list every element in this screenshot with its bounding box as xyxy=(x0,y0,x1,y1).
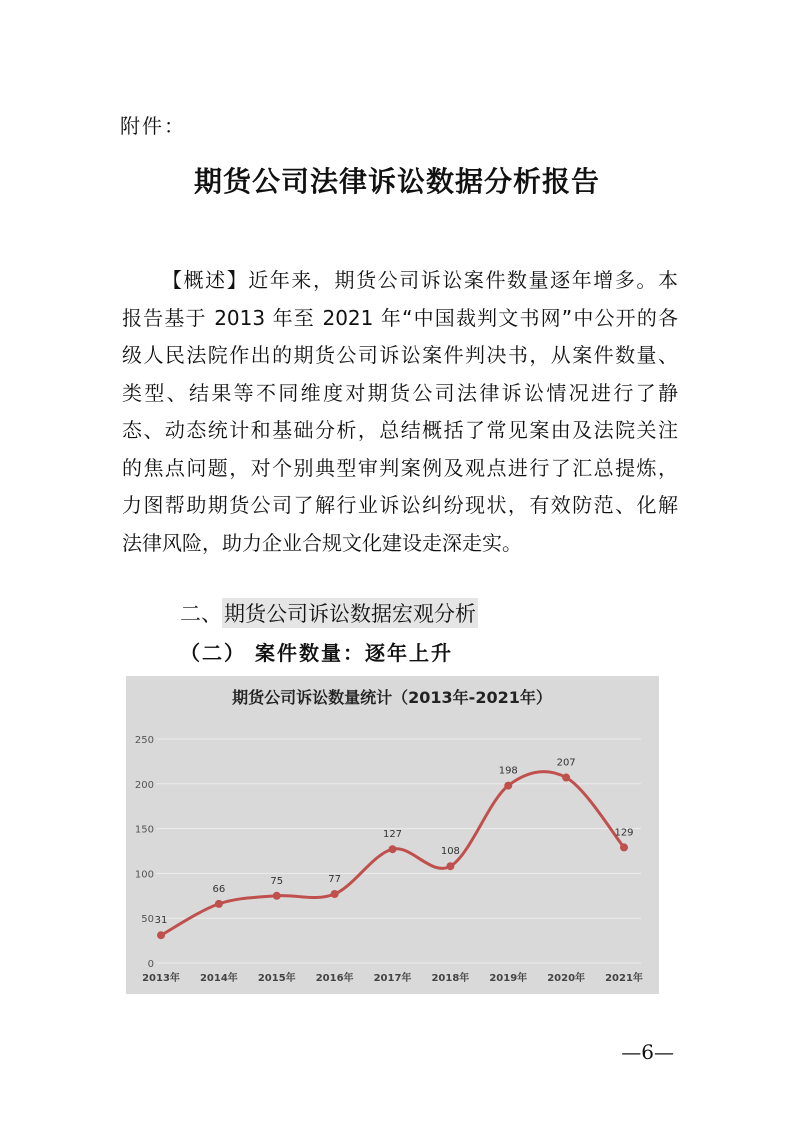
data-point xyxy=(331,890,339,898)
x-tick-label: 2015年 xyxy=(257,973,296,984)
document-title: 期货公司法律诉讼数据分析报告 xyxy=(193,165,600,198)
y-tick-label: 250 xyxy=(134,735,154,746)
x-tick-label: 2019年 xyxy=(489,973,528,984)
summary-line: 态、动态统计和基础分析，总结概括了常见案由及法院关注 xyxy=(122,418,678,442)
chart-title: 期货公司诉讼数量统计（2013年-2021年） xyxy=(232,688,552,707)
summary-line: 报告基于 2013 年至 2021 年“中国裁判文书网”中公开的各 xyxy=(122,305,678,330)
y-tick-label: 100 xyxy=(134,869,154,881)
subsection-heading: （二） 案件数量：逐年上升 xyxy=(180,641,453,665)
page-number: —6— xyxy=(621,1040,674,1064)
section-number: 二、 xyxy=(180,602,222,626)
data-point xyxy=(389,845,397,853)
summary-line: 的焦点问题，对个别典型审判案例及观点进行了汇总提炼， xyxy=(122,455,678,480)
summary-line: 级人民法院作出的期货公司诉讼案件判决书，从案件数量、 xyxy=(122,343,678,367)
summary-paragraph xyxy=(122,262,678,562)
data-label: 127 xyxy=(382,829,403,841)
data-point xyxy=(157,931,165,939)
section-heading-text: 期货公司诉讼数据宏观分析 xyxy=(222,598,478,628)
x-tick-label: 2017年 xyxy=(373,973,412,984)
data-point xyxy=(504,782,512,790)
data-label: 31 xyxy=(154,915,168,927)
data-point xyxy=(562,774,570,782)
x-tick-label: 2018年 xyxy=(431,973,470,984)
x-tick-label: 2021年 xyxy=(605,973,643,984)
data-label: 75 xyxy=(270,875,284,887)
data-point xyxy=(273,892,281,900)
data-label: 77 xyxy=(328,874,341,886)
data-point xyxy=(215,900,223,908)
x-tick-label: 2020年 xyxy=(547,973,586,984)
line-chart xyxy=(126,676,659,994)
data-label: 207 xyxy=(556,757,576,769)
case-count-chart xyxy=(126,676,659,994)
data-point xyxy=(446,862,454,870)
attachment-label: 附件： xyxy=(120,114,186,138)
summary-line: 【概述】近年来，期货公司诉讼案件数量逐年增多。本 xyxy=(162,268,678,292)
data-label: 198 xyxy=(498,765,518,777)
data-label: 66 xyxy=(212,883,226,895)
y-tick-label: 0 xyxy=(147,959,154,970)
x-axis-ticks xyxy=(142,971,643,984)
summary-line: 类型、结果等不同维度对期货公司法律诉讼情况进行了静 xyxy=(122,380,678,405)
data-label: 108 xyxy=(440,846,460,858)
y-tick-label: 150 xyxy=(134,824,154,836)
section-heading xyxy=(180,598,478,628)
summary-line: 法律风险，助力企业合规文化建设走深走实。 xyxy=(122,530,522,555)
x-tick-label: 2013年 xyxy=(142,973,180,984)
y-tick-label: 50 xyxy=(141,914,154,926)
y-tick-label: 200 xyxy=(134,779,154,791)
x-tick-label: 2016年 xyxy=(315,973,354,984)
x-tick-label: 2014年 xyxy=(199,973,238,984)
summary-line: 力图帮助期货公司了解行业诉讼纠纷现状，有效防范、化解 xyxy=(122,493,678,517)
data-label: 129 xyxy=(614,827,634,839)
data-point xyxy=(620,843,628,851)
